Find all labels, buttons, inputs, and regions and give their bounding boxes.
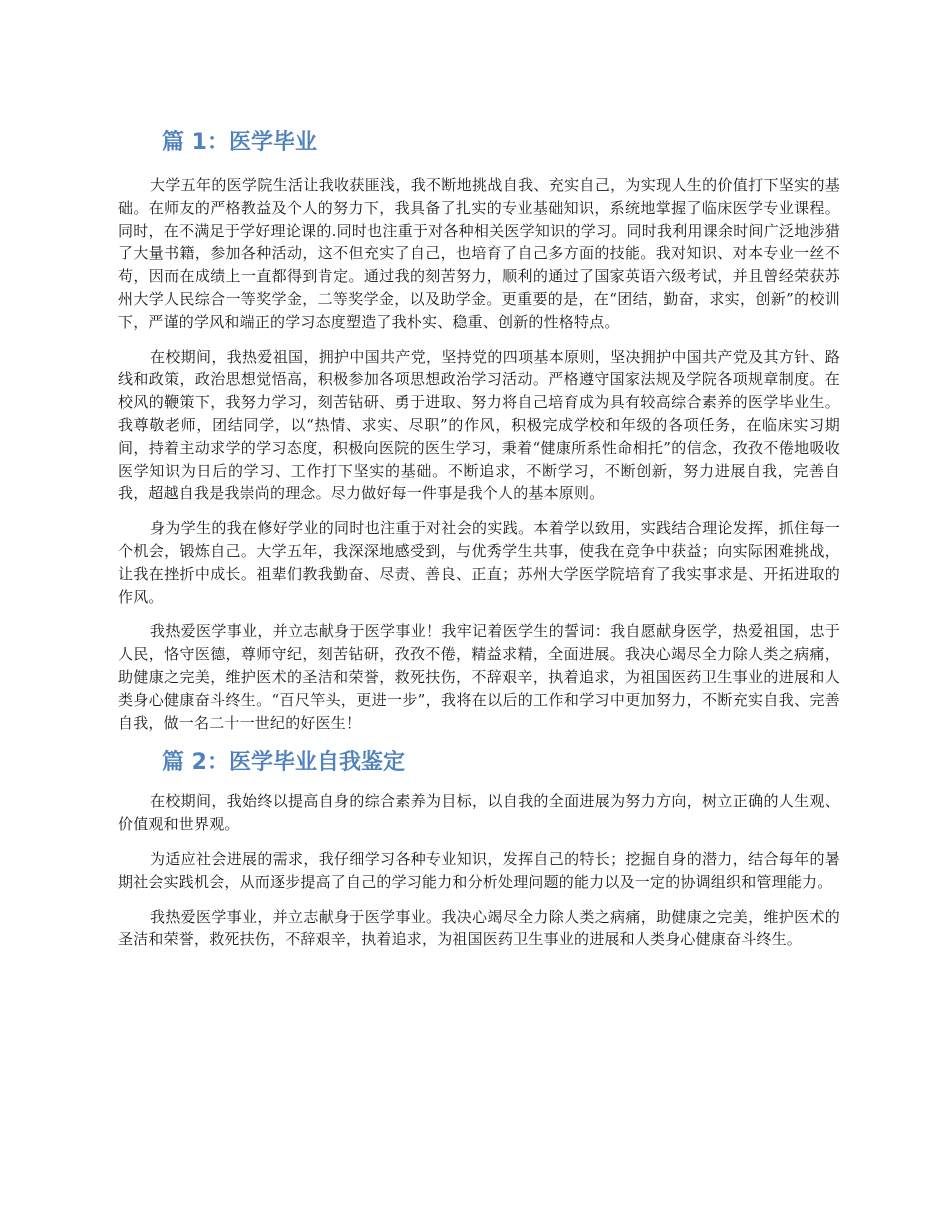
section-1-heading: 篇 1：医学毕业 [162, 130, 317, 155]
section-2-heading: 篇 2：医学毕业自我鉴定 [162, 750, 405, 776]
section-1-paragraph-3: 身为学生的我在修好学业的同时也注重于对社会的实践。本着学以致用，实践结合理论发挥，抓住每一个机会，锻炼自己。大学五年，我深深地感受到，与优秀学生共事，使我在竞争中获益；向实际困难挑战，让我在挫折中成长。祖辈们教我勤奋、尽责、善良、正直；苏州大学医学院培育了我实事求是、开拓进取的作风。 [118, 519, 840, 606]
section-2-paragraph-1: 在校期间，我始终以提高自身的综合素养为目标，以自我的全面进展为努力方向，树立正确的人生观、价值观和世界观。 [118, 792, 840, 834]
section-1-paragraph-1: 大学五年的医学院生活让我收获匪浅，我不断地挑战自我、充实自己，为实现人生的价值打下坚实的基础。在师友的严格教益及个人的努力下，我具备了扎实的专业基础知识，系统地掌握了临床医学专业课程。同时，在不满足于学好理论课的.同时也注重于对各种相关医学知识的学习。同时我利用课余时间广泛地涉猎了大量书籍，参加各种活动，这不但充实了自己，也培育了自己多方面的技能。我对知识、对本专业一丝不苟，因而在成绩上一直都得到肯定。通过我的刻苦努力，顺利的通过了国家英语六级考试，并且曾经荣获苏州大学人民综合一等奖学金，二等奖学金，以及助学金。更重要的是，在“团结，勤奋，求实，创新”的校训下，严谨的学风和端正的学习态度塑造了我朴实、稳重、创新的性格特点。 [118, 176, 840, 331]
document-content [118, 126, 840, 963]
section-2-paragraph-2: 为适应社会进展的需求，我仔细学习各种专业知识，发挥自己的特长；挖掘自身的潜力，结合每年的暑期社会实践机会，从而逐步提高了自己的学习能力和分析处理问题的能力以及一定的协调组织和管理能力。 [118, 849, 840, 891]
section-1-paragraph-2: 在校期间，我热爱祖国，拥护中国共产党，坚持党的四项基本原则，坚决拥护中国共产党及其方针、路线和政策，政治思想觉悟高，积极参加各项思想政治学习活动。严格遵守国家法规及学院各项规章制度。在校风的鞭策下，我努力学习，刻苦钻研、勇于进取、努力将自己培育成为具有较高综合素养的医学毕业生。我尊敬老师，团结同学，以“热情、求实、尽职”的作风，积极完成学校和年级的各项任务，在临床实习期间，持着主动求学的学习态度，积极向医院的医生学习，秉着“健康所系性命相托”的信念，孜孜不倦地吸收医学知识为日后的学习、工作打下坚实的基础。不断追求，不断学习，不断创新，努力进展自我，完善自我，超越自我是我崇尚的理念。尽力做好每一件事是我个人的基本原则。 [118, 347, 840, 503]
section-2-paragraph-3: 我热爱医学事业，并立志献身于医学事业。我决心竭尽全力除人类之病痛，助健康之完美，维护医术的圣洁和荣誉，救死扶伤，不辞艰辛，执着追求，为祖国医药卫生事业的进展和人类身心健康奋斗终生。 [118, 907, 840, 949]
section-1-paragraph-4: 我热爱医学事业，并立志献身于医学事业！我牢记着医学生的誓词：我自愿献身医学，热爱祖国，忠于人民，恪守医德，尊师守纪，刻苦钻研，孜孜不倦，精益求精，全面进展。我决心竭尽全力除人类之病痛，助健康之完美，维护医术的圣洁和荣誉，救死扶伤，不辞艰辛，执着追求，为祖国医药卫生事业的进展和人类身心健康奋斗终生。“百尺竿头，更进一步”，我将在以后的工作和学习中更加努力，不断充实自我、完善自我，做一名二十一世纪的好医生！ [118, 622, 840, 732]
